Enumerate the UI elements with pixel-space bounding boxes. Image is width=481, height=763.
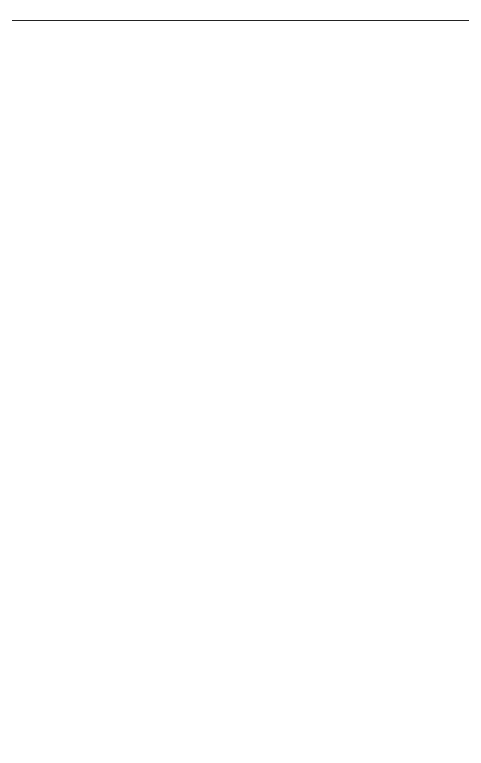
table-of-contents — [13, 26, 469, 48]
page-header — [12, 6, 469, 21]
